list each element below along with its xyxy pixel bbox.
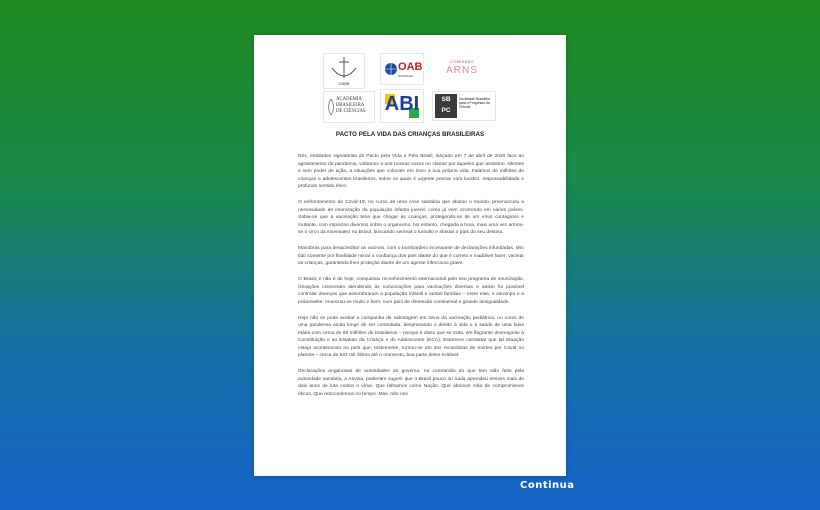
- document-title: PACTO PELA VIDA DAS CRIANÇAS BRASILEIRAS: [335, 131, 485, 138]
- sbpc-logo: [432, 91, 496, 121]
- arns-logo-main: ARNS: [446, 65, 478, 76]
- paragraph: O enfrentamento da Covid-19, no curso de uma crise sanitária que abalou o mundo, preenunciou a necessidade de imunização da população infanto-juvenil, como já vem ocorrendo em vários países. Sabia-se que a vacinação teria que chegar às crianças, protegendo-as de um vírus contagioso e mutante, com impactos diversos sobre o organismo. No entanto, chegada a hora, mais uma vez armou-se o circo da insensatez no Brasil, buscando semear o tumulto e afastar o país do seu destino.: [298, 200, 524, 235]
- paragraph: Declarações enganosas de autoridades do governo, na contramão do que tem sido feito pela autoridade sanitária, a Anvisa, poderiam sugerir que o Brasil pouco ou nada aprendeu nesses mais de dois anos de luta contra o vírus. Que falhamos como Nação. Que abrimos mão de compromissos éticos. Que retrocedemos no tempo. Mas, não nos: [298, 369, 524, 397]
- continue-link[interactable]: Continua: [520, 480, 575, 491]
- document-page: [254, 35, 566, 476]
- paragraph: O Brasil, e não é de hoje, conquistou reconhecimento internacional pelo seu programa de imunização. Gerações cresceram atendendo às convocações para vacinações diversas e assim foi possível controlar doenças que assombraram a população infantil e tantas famílias – entre elas, o sarampo e a poliomielite. Imunizou-se muito e bem, num país de dimensão continental e grande desigualdade.: [298, 277, 524, 305]
- arns-logo-top: COMISSÃO: [450, 59, 474, 64]
- oab-globe-icon: [383, 61, 399, 77]
- abc-logo-text: ACADEMIA BRASILEIRA DE CIÊNCIAS: [336, 97, 366, 114]
- paragraph: Manobras para desacreditar as vacinas, com o bombardeio incessante de declarações infundadas, têm tido somente por finalidade minar a confiança dos pais diante do que é correto e inadiável fazer: vacinar as crianças, garantindo-lhes proteção diante de um agente infeccioso grave.: [298, 246, 524, 266]
- sbpc-logo-mark: SB PC: [435, 94, 457, 118]
- academia-brasileira-logo: [323, 91, 375, 123]
- oab-logo-subtext: NACIONAL: [398, 74, 414, 78]
- abi-logo-text: ABI: [384, 93, 420, 115]
- document-body: [298, 153, 524, 407]
- abi-logo: [380, 89, 424, 123]
- comissao-arns-logo: [442, 57, 482, 85]
- cnbb-logo: [323, 53, 365, 89]
- oab-logo: [380, 53, 424, 85]
- cnbb-logo-text: CNBB: [338, 81, 350, 86]
- oab-logo-text: OAB: [398, 61, 423, 73]
- paragraph: Hoje não se pode aceitar a campanha de sabotagem em torno da vacinação pediátrica, no curso de uma pandemia ainda longe de ser controlada, desprezando o direito à vida e à saúde de uma faixa etária com cerca de 69 milhões de brasileiros – porque é disso que se trata, em flagrante desrespeito à Constituição e ao Estatuto da Criança e do Adolescente (ECA). Estarrece constatar que tal situação esteja acontecendo no país que, tristemente, tornou-se um dos recordistas de mortes por Covid no planeta – cerca de 622 mil óbitos até o momento, boa parte deles evitável.: [298, 315, 524, 358]
- sbpc-logo-text: Sociedade Brasileira para o Progresso da Ciência: [459, 97, 491, 110]
- paragraph: Nós, entidades signatárias do Pacto pela Vida e Pelo Brasil, lançado em 7 de abril de 2020 face ao agravamento da pandemia, voltamos a unir nossas vozes no clamor por àqueles que assistem, silentes e sem poder de ação, a situações que colocam em risco a sua própria vida. Falamos de milhões de crianças e adolescentes brasileiros, sobre os quais é urgente pensar com lucidez, responsabilidade e profundo sentido ético.: [298, 154, 524, 189]
